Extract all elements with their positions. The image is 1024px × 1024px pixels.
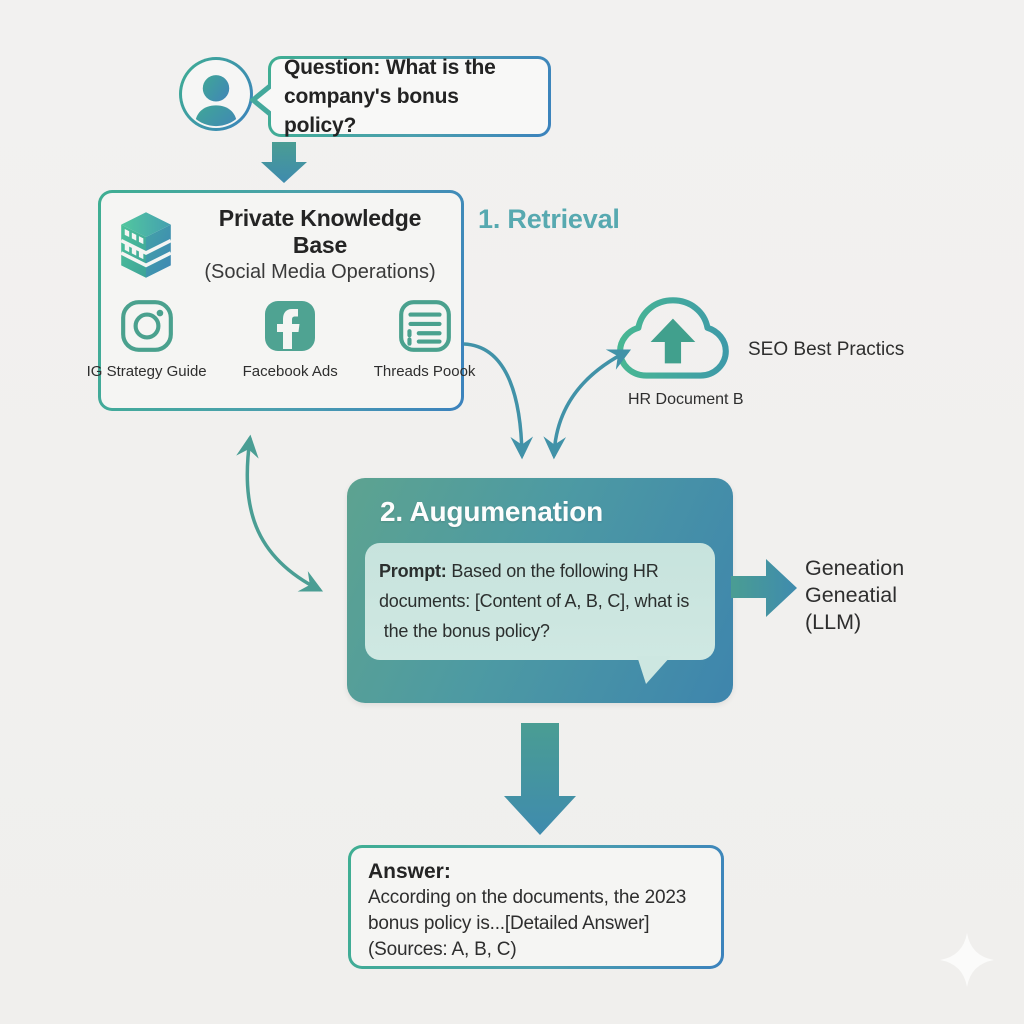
arrow-down-icon <box>261 142 307 183</box>
avatar-background <box>182 60 250 128</box>
knowledge-base-title: Private Knowledge Base <box>218 205 422 258</box>
prompt-bubble <box>365 543 715 660</box>
arrow-down-icon <box>504 723 576 835</box>
cloud-bottom-label: HR Document B <box>628 391 744 408</box>
augmentation-box <box>347 478 733 703</box>
user-avatar-icon <box>179 57 253 131</box>
prompt-line: documents: [Content of A, B, C], what is <box>379 591 690 611</box>
answer-line: (Sources: A, B, C) <box>368 939 517 960</box>
doc-label: IG Strategy Guide <box>86 363 207 380</box>
doc-item-facebook <box>243 297 338 380</box>
answer-label: Answer: <box>368 860 451 883</box>
answer-line: According on the documents, the 2023 <box>368 887 687 908</box>
augmentation-title: 2. Augumenation <box>380 496 604 527</box>
doc-label: Threads Poook <box>373 363 476 380</box>
cloud-upload-icon <box>616 294 738 388</box>
doc-item-list <box>374 297 476 380</box>
knowledge-base-docs <box>86 297 476 380</box>
generation-line: Geneatial <box>805 583 898 607</box>
question-bubble-body <box>271 56 548 137</box>
answer-box <box>348 845 724 969</box>
answer-body <box>351 848 721 966</box>
generation-label <box>805 555 904 636</box>
arrow-right-icon <box>731 559 797 617</box>
doc-label: Facebook Ads <box>242 363 338 380</box>
person-icon <box>182 60 250 128</box>
knowledge-base-subtitle: (Social Media Operations) <box>204 261 436 283</box>
generation-line: Geneation <box>805 556 905 580</box>
instagram-icon <box>118 297 176 355</box>
knowledge-base-header <box>101 193 461 284</box>
question-bubble <box>268 56 551 137</box>
knowledge-base-box <box>86 190 476 411</box>
generation-line: (LLM) <box>805 610 862 634</box>
cloud-side-label: SEO Best Practics <box>748 339 905 360</box>
list-icon <box>396 297 454 355</box>
prompt-label: Prompt: <box>379 561 447 581</box>
knowledge-base-body <box>86 193 476 408</box>
kb-augmentation-double-arrow <box>247 438 320 590</box>
database-icon <box>115 209 177 281</box>
facebook-icon <box>262 297 318 355</box>
question-text: Question: What is the company's bonus policy? <box>284 56 496 137</box>
sparkle-icon <box>940 933 994 987</box>
prompt-line: Prompt: Based on the following HR <box>379 561 659 581</box>
doc-item-instagram <box>87 297 207 380</box>
retrieval-step-label: 1. Retrieval <box>478 204 620 234</box>
answer-line: bonus policy is...[Detailed Answer] <box>368 913 650 934</box>
knowledge-base-titles <box>189 205 451 284</box>
prompt-line: the the bonus policy? <box>379 621 550 641</box>
